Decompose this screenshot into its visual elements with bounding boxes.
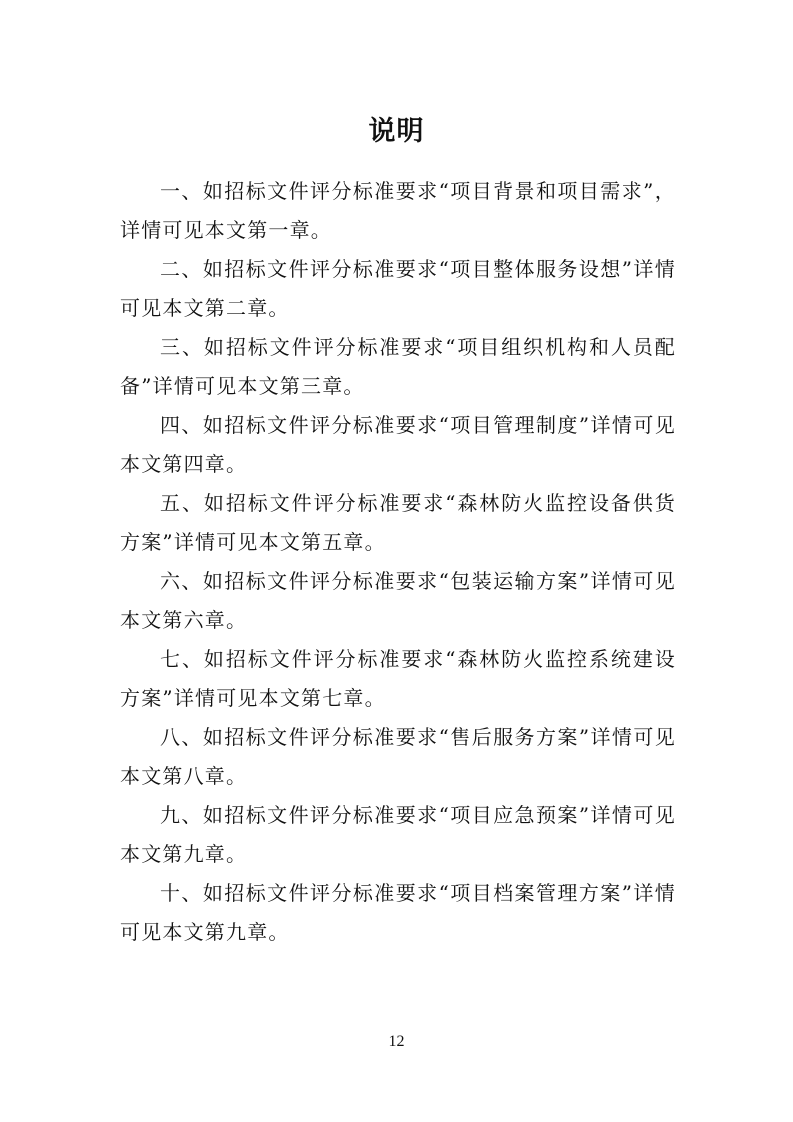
paragraph-item: 十、如招标文件评分标准要求“项目档案管理方案”详情可见本文第九章。 (120, 881, 676, 944)
paragraph-item: 四、如招标文件评分标准要求“项目管理制度”详情可见本文第四章。 (120, 413, 676, 476)
paragraph-item: 八、如招标文件评分标准要求“售后服务方案”详情可见本文第八章。 (120, 725, 676, 788)
paragraph-item: 一、如招标文件评分标准要求“项目背景和项目需求”，详情可见本文第一章。 (120, 179, 676, 242)
paragraph-item: 六、如招标文件评分标准要求“包装运输方案”详情可见本文第六章。 (120, 569, 676, 632)
paragraph-item: 五、如招标文件评分标准要求“森林防火监控设备供货方案”详情可见本文第五章。 (120, 491, 676, 554)
paragraph-item: 七、如招标文件评分标准要求“森林防火监控系统建设方案”详情可见本文第七章。 (120, 647, 676, 710)
document-body (120, 172, 676, 952)
paragraph-item: 二、如招标文件评分标准要求“项目整体服务设想”详情可见本文第二章。 (120, 257, 676, 320)
paragraph-item: 三、如招标文件评分标准要求“项目组织机构和人员配备”详情可见本文第三章。 (120, 335, 676, 398)
page-title: 说明 (368, 116, 425, 148)
page-number: 12 (388, 1033, 405, 1050)
paragraph-item: 九、如招标文件评分标准要求“项目应急预案”详情可见本文第九章。 (120, 803, 676, 866)
